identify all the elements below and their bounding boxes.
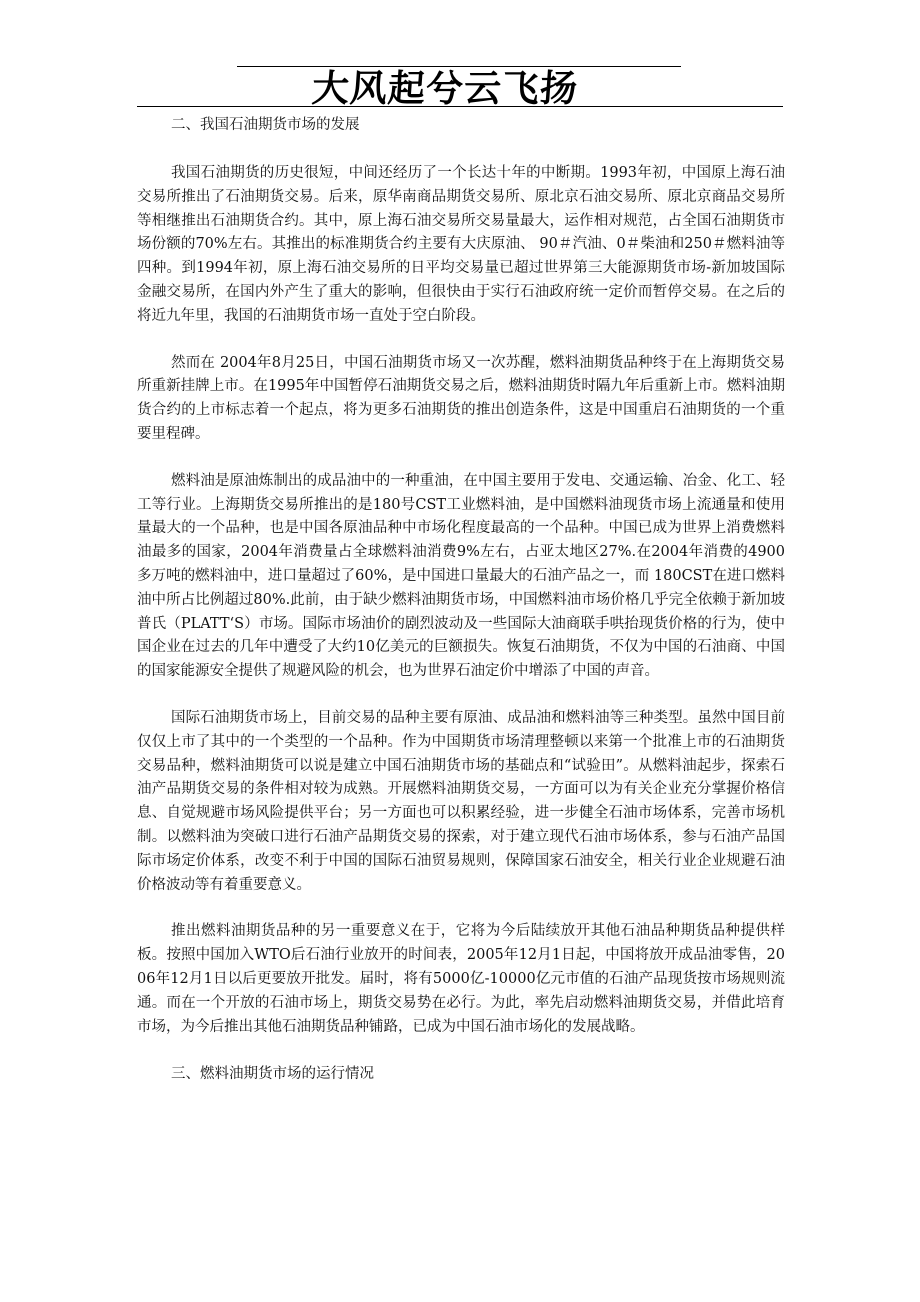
- section-heading: 二、我国石油期货市场的发展: [171, 117, 360, 133]
- paragraph: 国际石油期货市场上，目前交易的品种主要有原油、成品油和燃料油等三种类型。虽然中国目前仅仅上市了其中的一个类型的一个品种。作为中国期货市场清理整顿以来第一个批准上市的石油期货交易品种，燃料油期货可以说是建立中国石油期货市场的基础点和“试验田”。从燃料油起步，探索石油产品期货交易的条件相对较为成熟。开展燃料油期货交易，一方面可以为有关企业充分掌握价格信息、自觉规避市场风险提供平台；另一方面也可以积累经验，进一步健全石油市场体系，完善市场机制。以燃料油为突破口进行石油产品期货交易的探索，对于建立现代石油市场体系，参与石油产品国际市场定价体系，改变不利于中国的国际石油贸易规则，保障国家石油安全，相关行业企业规避石油价格波动等有着重要意义。: [137, 709, 785, 893]
- paragraph: 我国石油期货的历史很短，中间还经历了一个长达十年的中断期。1993年初，中国原上海石油交易所推出了石油期货交易。后来，原华南商品期货交易所、原北京石油交易所、原北京商品交易所等相继推出石油期货合约。其中，原上海石油交易所交易量最大，运作相对规范，占全国石油期货市场份额的70%左右。其推出的标准期货合约主要有大庆原油、 90＃汽油、0＃柴油和250＃燃料油等四种。到1994年初，原上海石油交易所的日平均交易量已超过世界第三大能源期货市场-新加坡国际金融交易所，在国内外产生了重大的影响，但很快由于实行石油政府统一定价而暂停交易。在之后的将近九年里，我国的石油期货市场一直处于空白阶段。: [137, 165, 785, 324]
- header-bottom-rule: [137, 106, 783, 107]
- paragraph: 燃料油是原油炼制出的成品油中的一种重油，在中国主要用于发电、交通运输、冶金、化工、轻工等行业。上海期货交易所推出的是180号CST工业燃料油，是中国燃料油现货市场上流通量和使用量最大的一个品种，也是中国各原油品种中市场化程度最高的一个品种。中国已成为世界上消费燃料油最多的国家，2004年消费量占全球燃料油消费9%左右，占亚太地区27%.在2004年消费的4900多万吨的燃料油中，进口量超过了60%，是中国进口量最大的石油产品之一，而 180CST在进口燃料油中所占比例超过80%.此前，由于缺少燃料油期货市场，中国燃料油市场价格几乎完全依赖于新加坡普氏（PLATT‘S）市场。国际市场油价的剧烈波动及一些国际大油商联手哄抬现货价格的行为，使中国企业在过去的几年中遭受了大约10亿美元的巨额损失。恢复石油期货，不仅为中国的石油商、中国的国家能源安全提供了规避风险的机会，也为世界石油定价中增添了中国的声音。: [137, 472, 785, 680]
- section-heading: 三、燃料油期货市场的运行情况: [171, 1066, 374, 1083]
- paragraph: 然而在 2004年8月25日，中国石油期货市场又一次苏醒，燃料油期货品种终于在上海期货交易所重新挂牌上市。在1995年中国暂停石油期货交易之后，燃料油期货时隔九年后重新上市。燃料油期货合约的上市标志着一个起点，将为更多石油期货的推出创造条件，这是中国重启石油期货的一个重要里程碑。: [137, 354, 785, 442]
- document-body: [137, 113, 785, 1086]
- header-banner: 大风起兮云飞扬: [310, 66, 580, 110]
- paragraph: 推出燃料油期货品种的另一重要意义在于，它将为今后陆续放开其他石油品种期货品种提供样板。按照中国加入WTO后石油行业放开的时间表，2005年12月1日起，中国将放开成品油零售，2006年12月1日以后更要放开批发。届时，将有5000亿-10000亿元市值的石油产品现货按市场规则流通。而在一个开放的石油市场上，期货交易势在必行。为此，率先启动燃料油期货交易，并借此培育市场，为今后推出其他石油期货品种铺路，已成为中国石油市场化的发展战略。: [137, 923, 785, 1035]
